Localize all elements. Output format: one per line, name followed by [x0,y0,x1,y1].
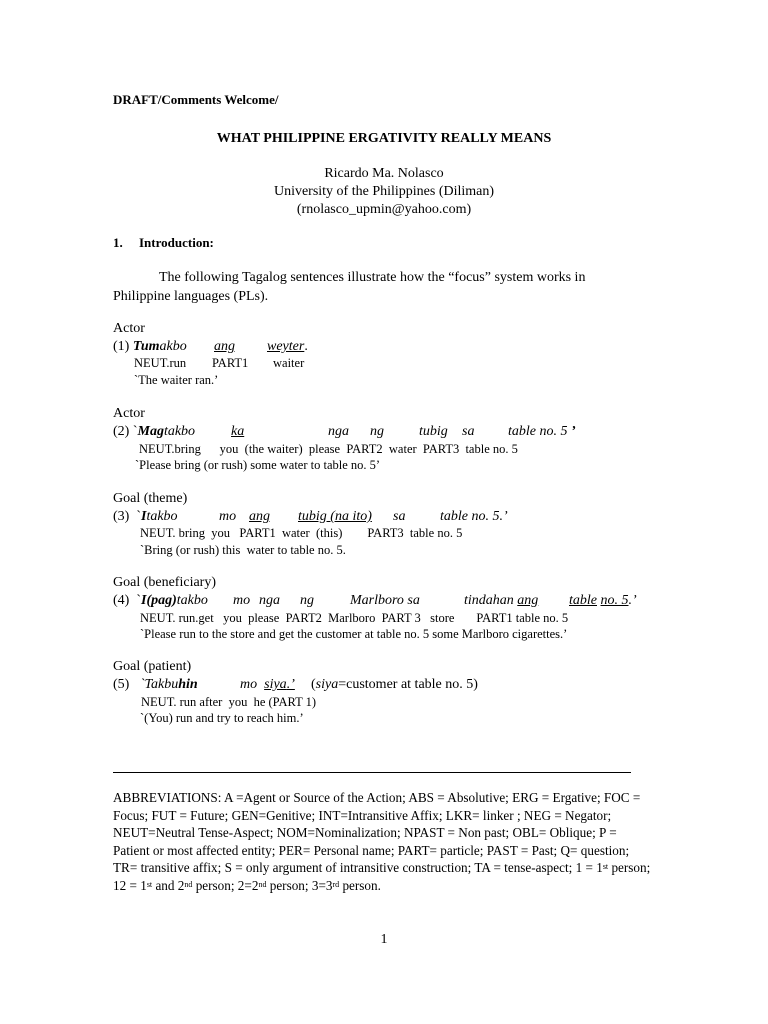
word: ng [300,593,314,608]
word: tubig (na ito) [298,509,372,524]
author-email: (rnolasco_upmin@yahoo.com) [296,202,472,217]
intro-line-1: The following Tagalog sentences illustrate how the “focus” system works in [159,270,586,285]
page-number: 1 [380,932,388,947]
word: takbo [146,509,178,524]
footnote-rule [113,772,631,773]
example-number: (5) [113,677,130,692]
translation: `Please bring (or rush) some water to table no. 5’ [135,458,381,472]
example-3-label: Goal (theme) [113,491,188,506]
gloss: NEUT. run after you he (PART 1) [141,695,317,709]
example-number: (1) [113,339,130,354]
word: ka [231,424,245,439]
abbreviations-footnote: ABBREVIATIONS: A =Agent or Source of the Action; ABS = Absolutive; ERG = Ergative; FOC = Focus; FUT = Future; GEN=Genitive; INT=Intransitive Affix; LKR= linker ; NEG = Negator; NEUT=Neutral Tense-Aspect; NOM=Nominalization; NPAST = Non past; OBL= Oblique; P = Patient or most affected entity; PER= Personal name; PART= particle; PAST = Past; Q= question; TR= transitive affix; S = only argument of intransitive construction; TA = tense-aspect; 1 = 1st person; 12 = 1st and 2nd person; 2=2nd person; 3=3rd person. [113,790,651,893]
word: table no. 5 ’ [508,424,576,439]
word: ng [370,424,384,439]
example-1-sentence [113,340,187,354]
word: akbo [159,339,187,354]
word: mo [219,509,237,524]
word: sa [462,424,475,439]
affix: I(pag) [141,593,177,608]
affix: I [141,509,147,524]
example-3-sentence: (3) `Itakbo [113,509,178,524]
word: nga [328,424,349,439]
example-2-label: Actor [113,406,145,421]
word: tindahan ang [464,593,539,608]
word: ang [249,509,270,524]
word: mo siya.’ [240,677,295,692]
word: ang [214,339,235,354]
gloss: waiter [273,356,305,370]
example-number: (3) [113,509,130,524]
paper-title: WHAT PHILIPPINE ERGATIVITY REALLY MEANS [216,131,552,146]
gloss-note: (siya=customer at table no. 5) [311,677,478,692]
word: table no. 5.’ [569,593,637,608]
section-title: Introduction: [139,235,214,250]
word: weyter. [267,339,308,354]
example-5-label: Goal (patient) [113,659,192,674]
translation: `(You) run and try to reach him.’ [140,711,304,725]
translation: `The waiter ran.’ [134,373,219,387]
affix: Mag [137,424,164,439]
example-1-label: Actor [113,321,145,336]
author-affiliation: University of the Philippines (Diliman) [273,184,495,199]
draft-note: DRAFT/Comments Welcome/ [113,92,279,107]
word: tubig [419,424,448,439]
gloss: PART1 [212,356,249,370]
affix: Tum [132,339,160,354]
gloss: NEUT. run.get you please PART2 Marlboro PART 3 store PART1 table no. 5 [140,611,569,625]
example-2-sentence: (2) `Magtakbo [113,424,196,439]
gloss: NEUT. bring you PART1 water (this) PART3 table no. 5 [140,526,463,540]
word: mo [233,593,251,608]
word: table no. 5.’ [440,509,508,524]
word: takbo [176,593,208,608]
word: takbo [163,424,196,439]
word: sa [393,509,406,524]
word: `Takbu [139,677,179,692]
example-5-sentence [113,678,198,692]
section-number: 1. [113,235,123,250]
affix: hin [178,677,198,692]
word: Marlboro sa [350,593,420,608]
gloss: NEUT.bring you (the waiter) please PART2 water PART3 table no. 5 [139,442,518,456]
intro-line-2: Philippine languages (PLs). [113,289,269,304]
example-4-label: Goal (beneficiary) [113,575,216,590]
author-name: Ricardo Ma. Nolasco [324,166,444,181]
example-4-sentence: (4) `I(pag)takbo [113,593,208,608]
translation: `Bring (or rush) this water to table no. 5. [140,543,346,557]
example-number: (2) [113,424,130,439]
translation: `Please run to the store and get the customer at table no. 5 some Marlboro cigarettes.’ [140,627,568,641]
gloss: NEUT.run [134,356,187,370]
example-number: (4) [113,593,130,608]
word: nga [259,593,280,608]
